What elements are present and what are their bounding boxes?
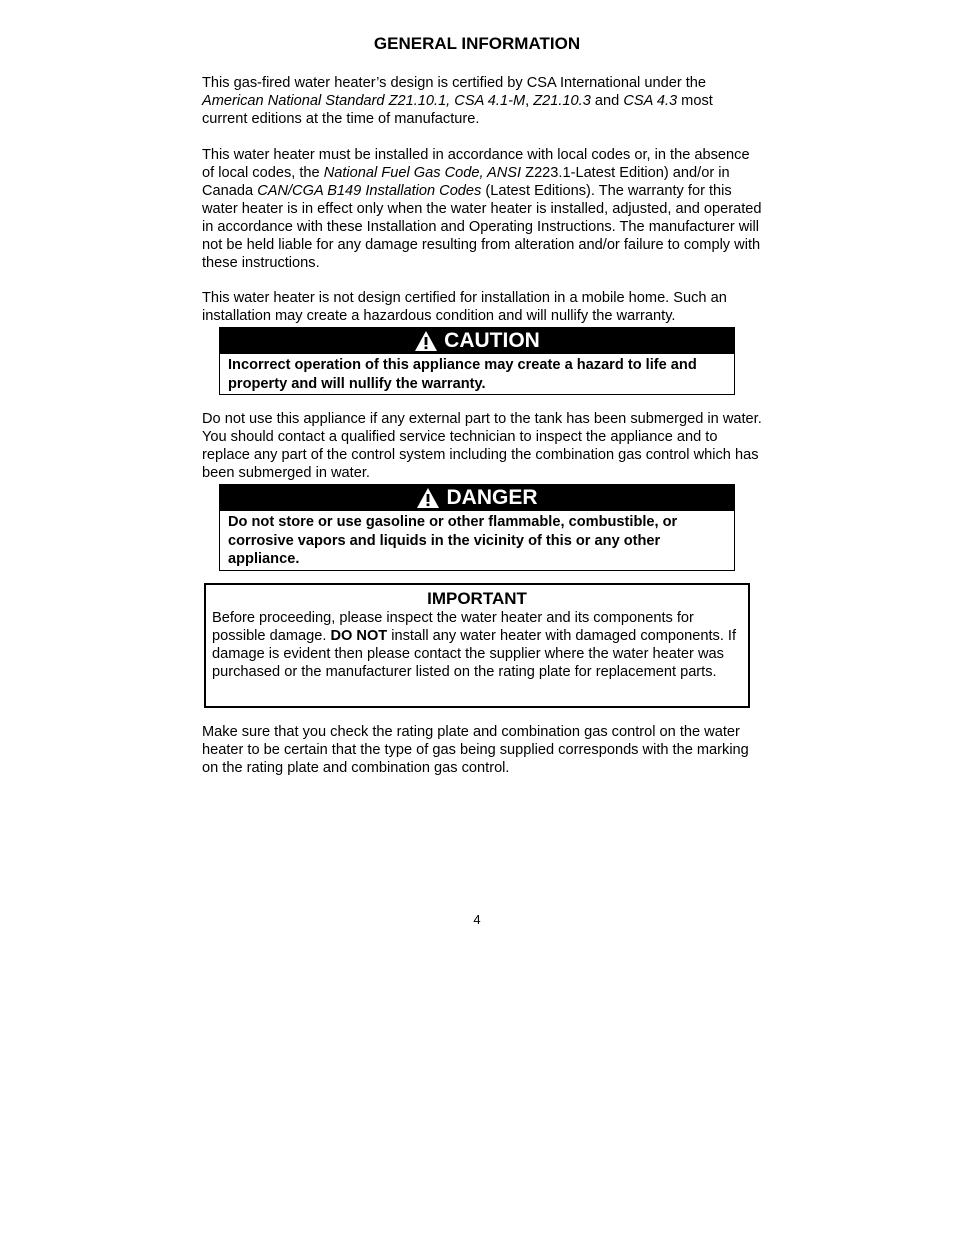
- important-do-not: DO NOT: [330, 628, 388, 644]
- submerged-paragraph: Do not use this appliance if any external part to the tank has been submerged in water. You should contact a qualified service technician to inspect the appliance and to replace any part of the control system including the combination gas control which has been submerged in water.: [202, 411, 762, 481]
- important-box: [204, 583, 750, 708]
- p1-text: This gas-fired water heater’s design is certified by CSA International under the: [202, 75, 707, 91]
- warning-triangle-icon: [414, 330, 438, 352]
- important-text-a: Before proceeding, please inspect the water heater and its components for possible damage.: [212, 610, 694, 644]
- mobile-home-paragraph: This water heater is not design certified for installation in a mobile home. Such an installation may create a hazardous condition and will nullify the warranty.: [202, 290, 727, 324]
- certification-paragraph: [202, 74, 762, 128]
- warning-triangle-icon: [416, 487, 440, 509]
- p1-standard: American National Standard Z21.10.1, CSA 4.1-M: [202, 93, 526, 109]
- page-number: 4: [473, 912, 481, 927]
- caution-box: [219, 327, 735, 395]
- danger-header: [220, 485, 734, 511]
- danger-box: [219, 484, 735, 571]
- p1-sep: ,: [525, 93, 534, 109]
- p2-edition: -Latest Edition) and/or in Canada: [202, 165, 730, 199]
- caution-label: CAUTION: [444, 329, 540, 352]
- important-label: IMPORTANT: [427, 589, 527, 608]
- danger-label: DANGER: [446, 486, 538, 509]
- p2-tail: (Latest Editions). The warranty for this water heater is in effect only when the water heater is installed, adjusted, and operated in accordance with these Installation and Operating Instructions. The manufacturer will not be held liable for any damage resulting from alteration and/or failure to comply with these instructions.: [202, 183, 762, 271]
- important-text: [206, 609, 748, 681]
- caution-header: [220, 328, 734, 354]
- important-text-c: install any water heater with damaged components. If damage is evident then please contact the supplier where the water heater was purchased or the manufacturer listed on the rating plate for replacement parts.: [212, 628, 737, 680]
- danger-text: Do not store or use gasoline or other flammable, combustible, or corrosive vapors and liquids in the vicinity of this or any other appliance.: [228, 514, 678, 567]
- rating-plate-paragraph: Make sure that you check the rating plate and combination gas control on the water heater to be certain that the type of gas being supplied corresponds with the marking on the rating plate and combination gas control.: [202, 724, 749, 776]
- page-title: GENERAL INFORMATION: [373, 34, 581, 53]
- caution-text: Incorrect operation of this appliance may create a hazard to life and property and will nullify the warranty.: [228, 357, 697, 392]
- p2-text: This water heater must be installed in accordance with local codes or, in the absence of local codes, the: [202, 147, 750, 181]
- p1-and: and: [590, 93, 624, 109]
- p1-csa43: CSA 4.3: [623, 93, 678, 109]
- p2-fuel-gas-code: National Fuel Gas Code, ANSI: [323, 165, 522, 181]
- p2-z2231: Z223.1: [521, 165, 571, 181]
- installation-codes-paragraph: [202, 146, 762, 272]
- p2-canada-codes: CAN/CGA B149 Installation Codes: [257, 183, 482, 199]
- p1-tail: most current editions at the time of manufacture.: [202, 93, 713, 127]
- p1-z21103: Z21.10.3: [533, 93, 591, 109]
